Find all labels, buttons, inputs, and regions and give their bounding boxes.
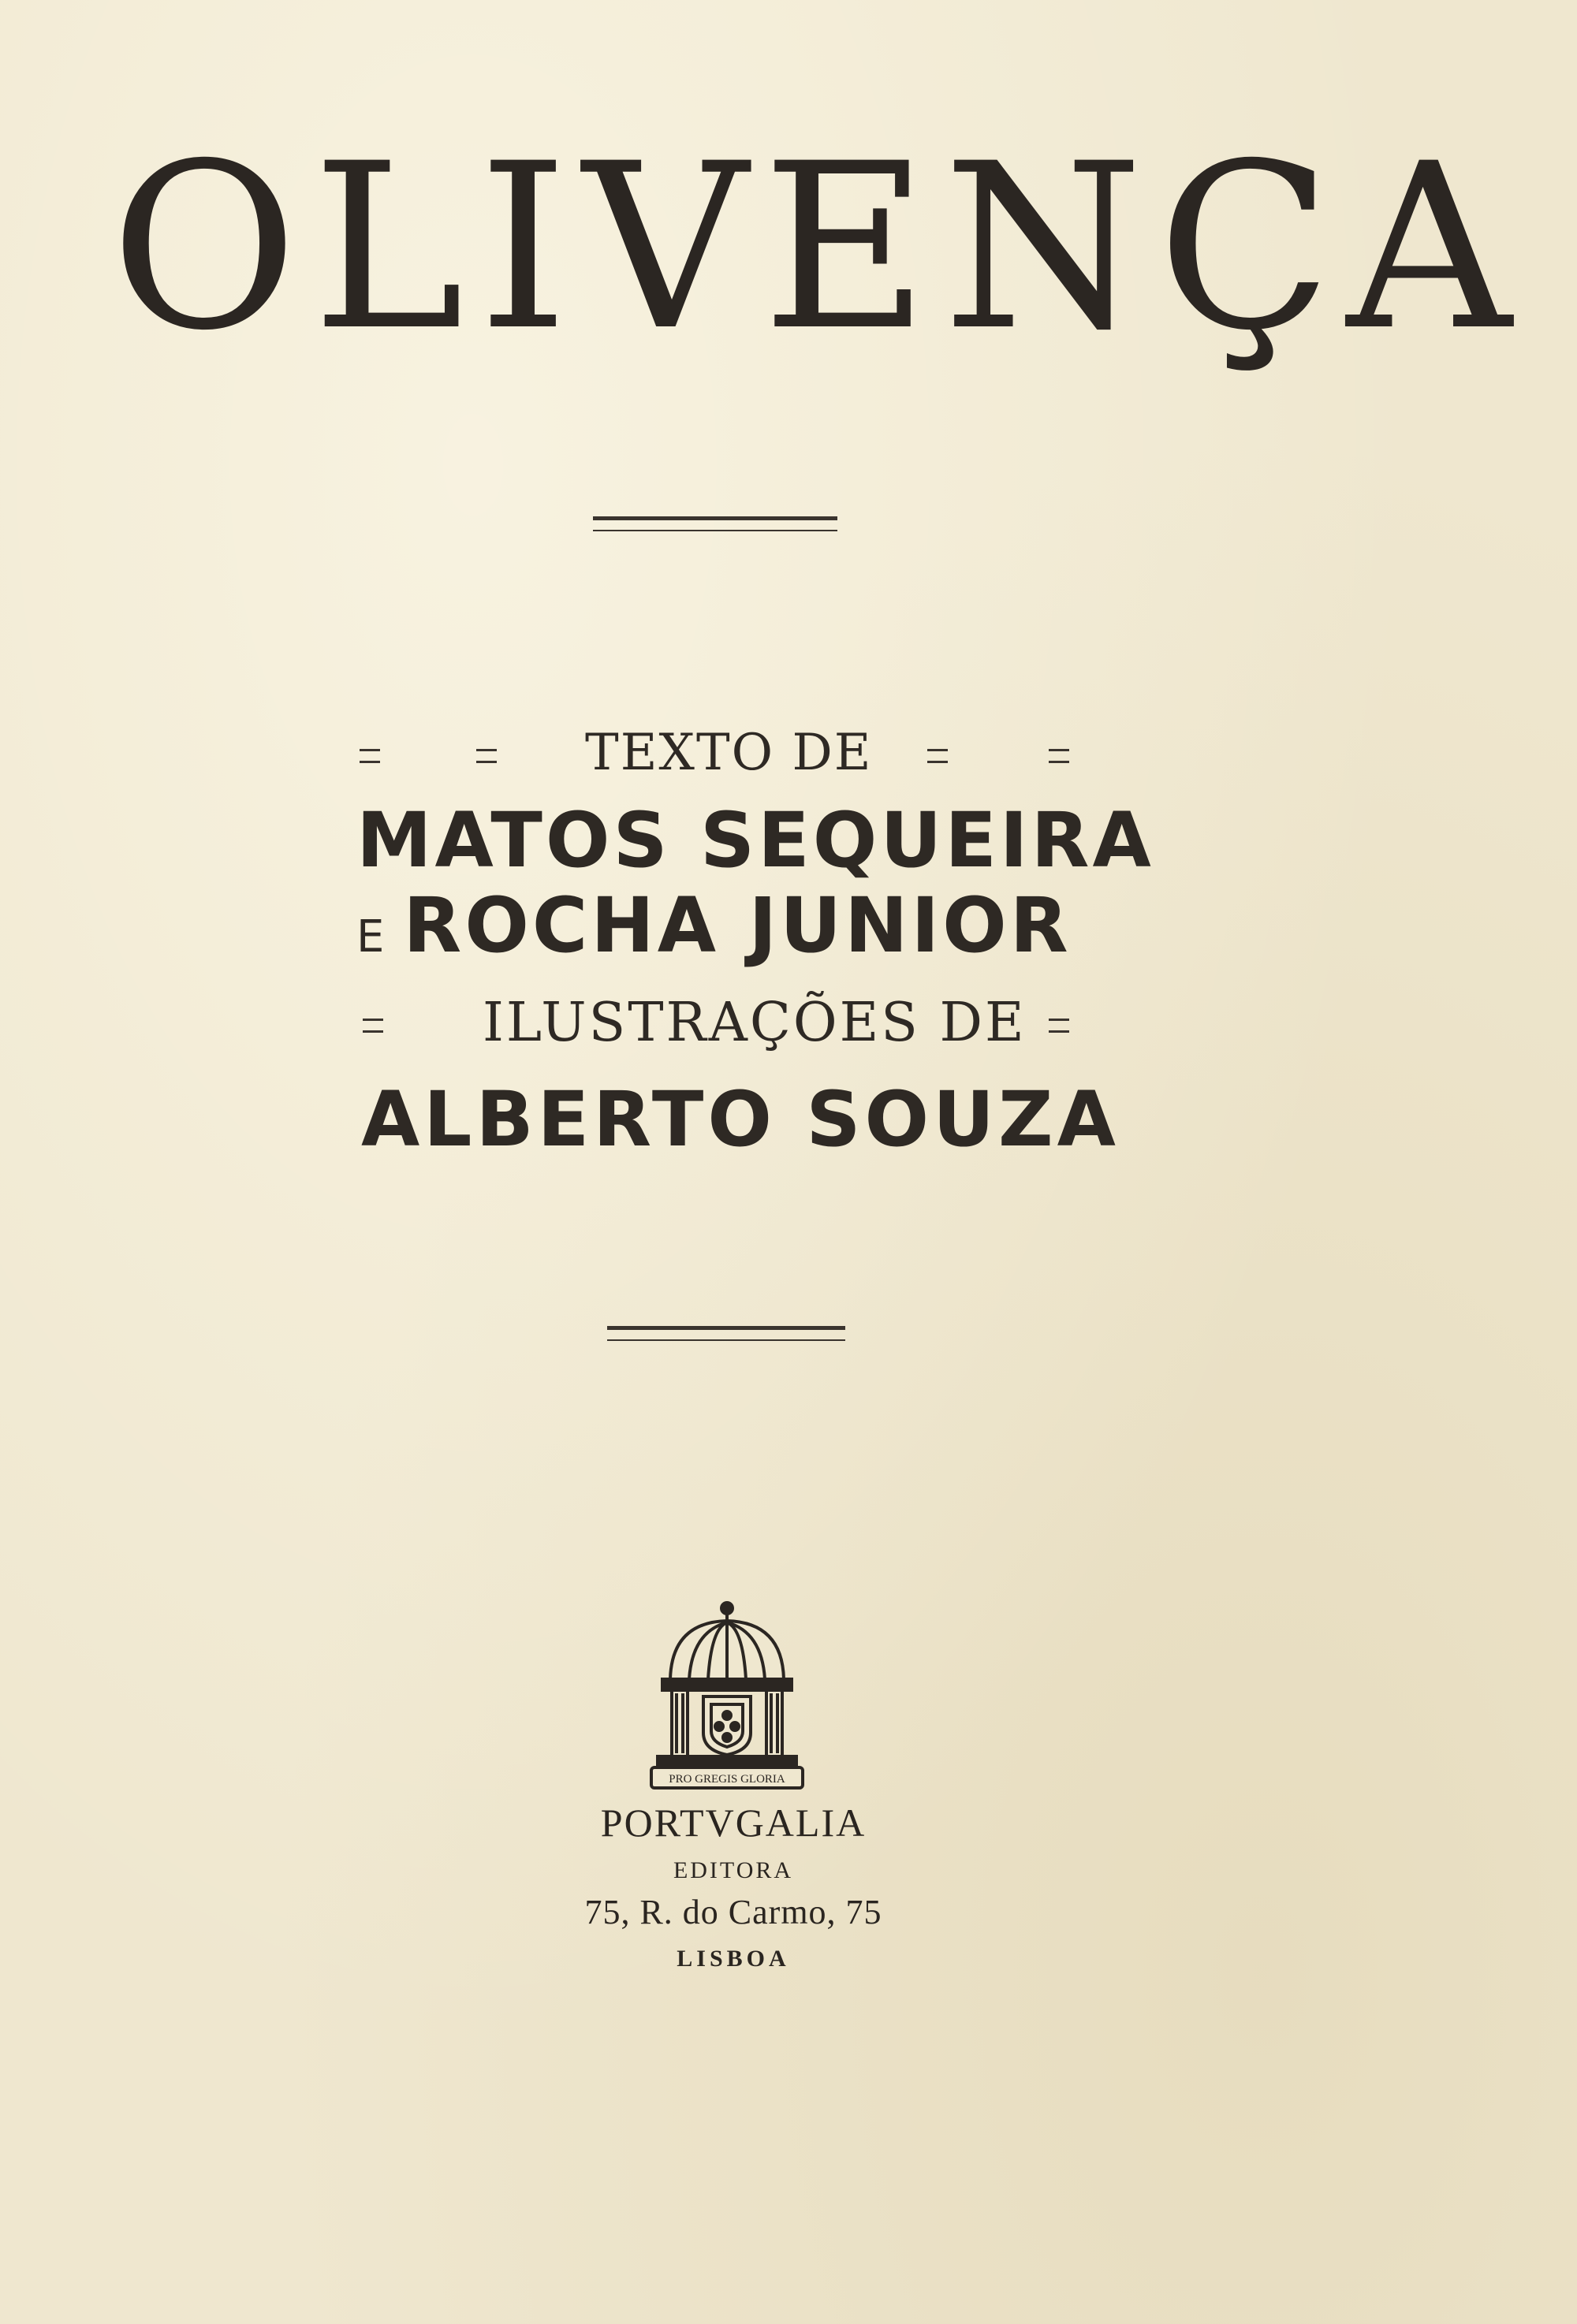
top-double-rule xyxy=(593,516,837,531)
ornament-dash xyxy=(363,1019,383,1033)
ornament-dash xyxy=(1049,1019,1069,1033)
illustrations-label: ILUSTRAÇÕES DE xyxy=(483,992,1027,1054)
author-line-1: MATOS SEQUEIRA xyxy=(356,796,1154,885)
ornament-dash xyxy=(1049,749,1069,763)
author-line-2 xyxy=(356,881,1072,970)
emblem-motto: PRO GREGIS GLORIA xyxy=(669,1773,785,1786)
book-title: OLIVENÇA xyxy=(110,115,1527,381)
publisher-type: EDITORA xyxy=(673,1857,794,1883)
ornament-dash xyxy=(927,749,948,763)
illustrator-name: ALBERTO SOUZA xyxy=(361,1075,1120,1164)
publisher-emblem-icon xyxy=(648,1600,806,1793)
author-conjunction: E xyxy=(356,911,388,963)
publisher-city: LISBOA xyxy=(677,1946,790,1972)
publisher-name: PORTVGALIA xyxy=(600,1801,867,1845)
ornament-dash xyxy=(360,749,380,763)
bottom-double-rule xyxy=(607,1326,845,1341)
ornament-dash xyxy=(476,749,497,763)
author-name-2: ROCHA JUNIOR xyxy=(403,881,1072,970)
text-by-label: TEXTO DE xyxy=(585,724,873,782)
publisher-address: 75, R. do Carmo, 75 xyxy=(584,1893,882,1931)
